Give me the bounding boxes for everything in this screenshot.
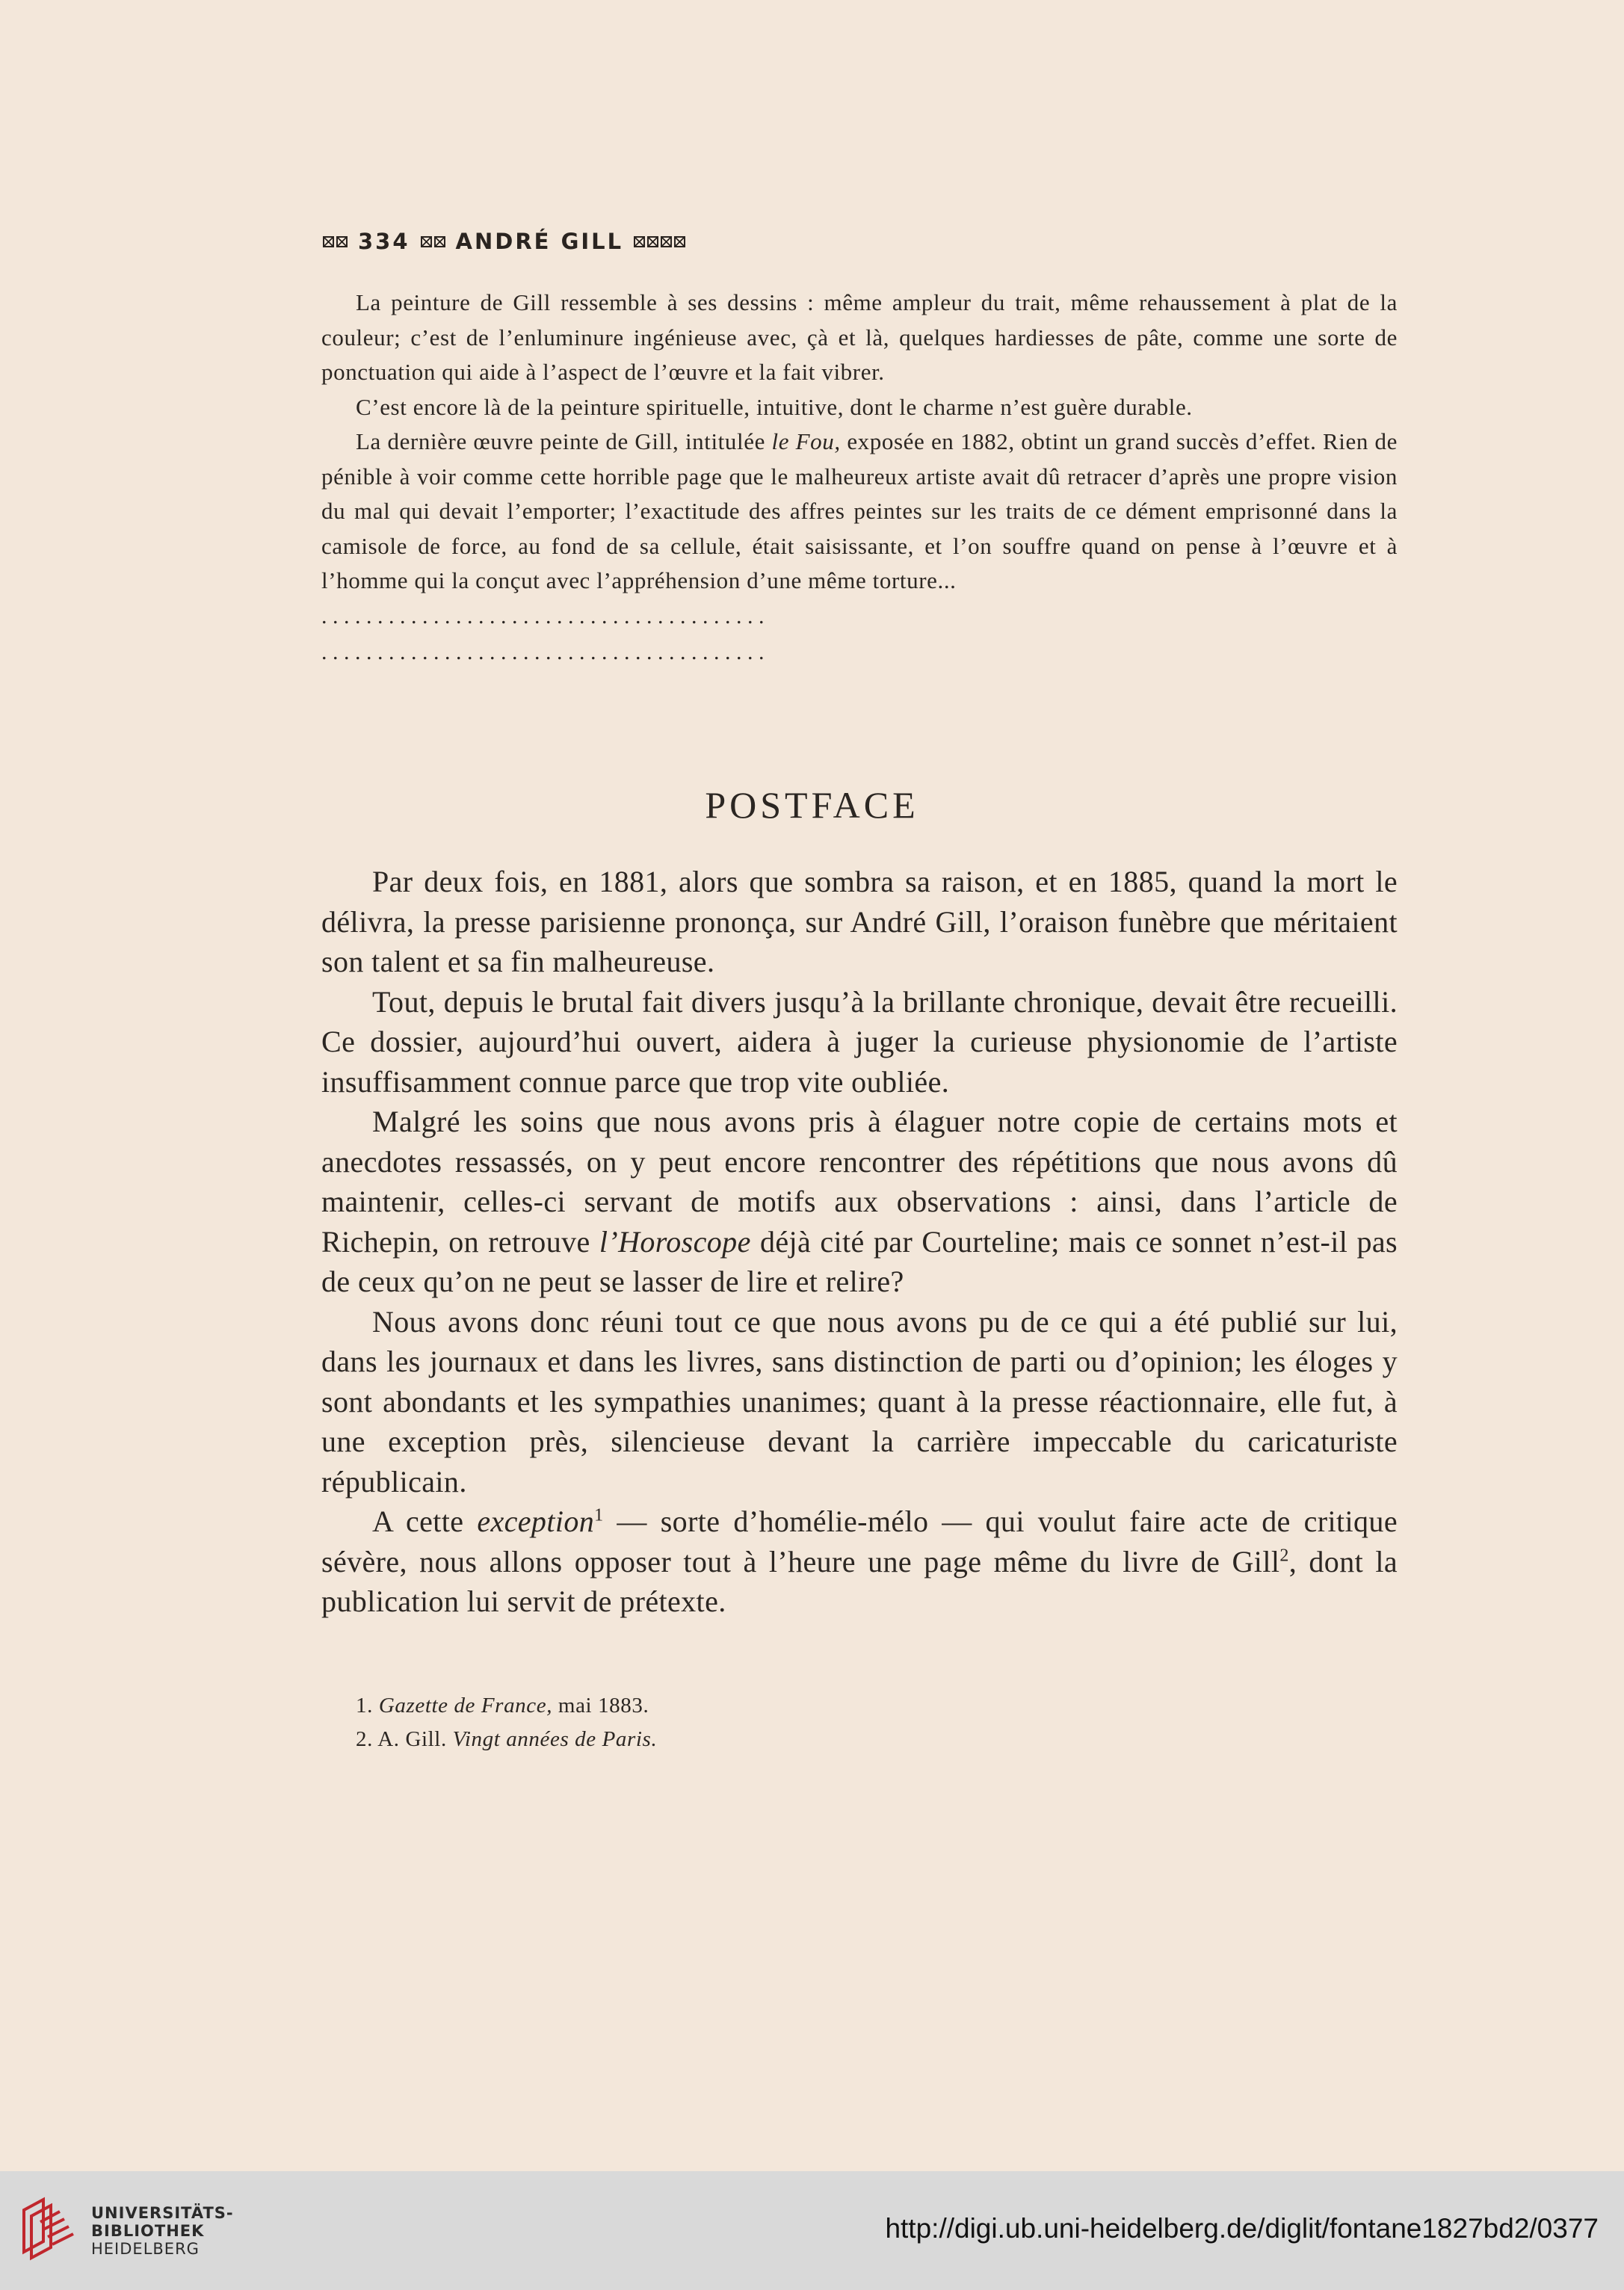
poem-title: l’Horoscope (599, 1224, 751, 1259)
ornament-icon (634, 236, 685, 247)
library-logo-icon (18, 2195, 85, 2267)
footnote: 2. A. Gill. Vingt années de Paris. (356, 1727, 658, 1751)
ellipsis-row: . . . . . . . . . . . . . . . . . . . . . . . . . . . . . . . . . . . . . . . . (321, 603, 765, 629)
paragraph: Nous avons donc réuni tout ce que nous avons pu de ce qui a été publié sur lui, dans les journaux et dans les livres, sans distinction de parti ou d’opinion; les éloges y sont abondants et les sympathies unanimes; quant à la presse réactionnaire, elle fut, à une exception près, silencieuse devant la carrière impeccable du caricaturiste républicain. (321, 1304, 1398, 1499)
library-banner (0, 2171, 1624, 2290)
paragraph: Tout, depuis le brutal fait divers jusqu’à la brillante chronique, devait être recueilli. Ce dossier, aujourd’hui ouvert, aidera à juger la curieuse physionomie de l’artiste insuffisamment connue parce que trop vite oubliée. (321, 984, 1398, 1099)
footnote: 1. Gazette de France, mai 1883. (356, 1694, 649, 1718)
footnotes (356, 1689, 1253, 1756)
exception-term: exception (477, 1504, 595, 1538)
library-name: UNIVERSITÄTS- BIBLIOTHEK HEIDELBERG (91, 2204, 234, 2258)
paragraph: Malgré les soins que nous avons pris à élaguer notre copie de certains mots et anecdotes ressassés, on y peut encore rencontrer des répétitions que nous avons dû maintenir, celles-ci servant de motifs aux observations : ainsi, dans l’article de Richepin, on retrouve l’Horoscope déjà cité par Courteline; mais ce sonnet n’est-il pas de ceux qu’on ne peut se lasser de lire et relire? (321, 1105, 1398, 1298)
paragraph: C’est encore là de la peinture spirituelle, intuitive, dont le charme n’est guère durable. (356, 393, 1193, 420)
footnote-ref: 1 (594, 1505, 604, 1525)
ornament-icon (421, 236, 445, 247)
source-url[interactable]: http://digi.ub.uni-heidelberg.de/diglit/fontane1827bd2/0377 (885, 2213, 1599, 2244)
paragraph: La dernière œuvre peinte de Gill, intitulée le Fou, exposée en 1882, obtint un grand succès d’effet. Rien de pénible à voir comme cette horrible page que le malheureux artiste avait dû retracer d’après une propre vision du mal qui devait l’emporter; l’exactitude des affres peintes sur les traits de ce dément emprisonné dans la camisole de force, au fond de sa cellule, était saisissante, et l’on souffre quand on pense à l’œuvre et à l’homme qui la conçut avec l’appréhension d’une même torture... (321, 428, 1398, 593)
artwork-title: le Fou, (771, 428, 841, 454)
running-title: ANDRÉ GILL (455, 229, 624, 254)
postface-body (321, 862, 1398, 1622)
running-header (323, 229, 685, 254)
paragraph: Par deux fois, en 1881, alors que sombra sa raison, et en 1885, quand la mort le délivra, la presse parisienne prononça, sur André Gill, l’oraison funèbre que méritaient son talent et sa fin malheureuse. (321, 865, 1398, 978)
footnote-ref: 2 (1279, 1546, 1289, 1566)
paragraph: A cette exception$^1$ — sorte d’homélie-mélo — qui voulut faire acte de critique sévère, nous allons opposer tout à l’heure une page même du livre de Gill$^2$, dont la publication lui servit de prétexte. (321, 1504, 1398, 1618)
paragraph: La peinture de Gill ressemble à ses dessins : même ampleur du trait, même rehaussement à plat de la couleur; c’est de l’enluminure ingénieuse avec, çà et là, quelques hardiesses de pâte, comme une sorte de ponctuation qui aide à l’aspect de l’œuvre et la fait vibrer. (321, 289, 1398, 385)
ornament-icon (323, 236, 348, 247)
page-number: 334 (358, 229, 410, 254)
preceding-text-section (321, 286, 1398, 670)
ellipsis-row: . . . . . . . . . . . . . . . . . . . . . . . . . . . . . . . . . . . . . . . . (321, 639, 765, 664)
section-heading: POSTFACE (705, 784, 919, 826)
